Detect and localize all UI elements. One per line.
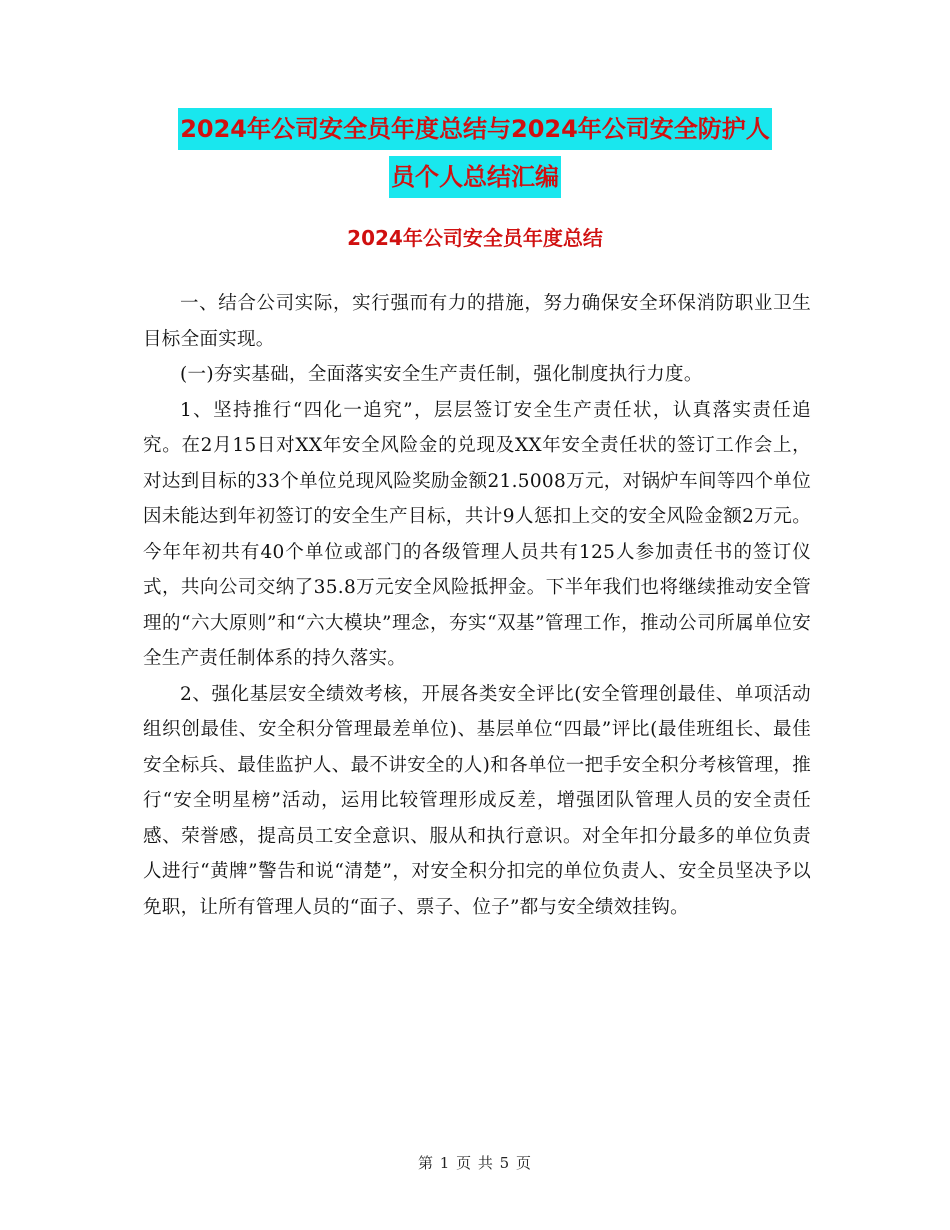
document-title: [0, 108, 950, 204]
page-number: 第 1 页 共 5 页: [418, 1154, 532, 1172]
paragraph: (一)夯实基础，全面落实安全生产责任制，强化制度执行力度。: [180, 364, 703, 385]
paragraph: 2、强化基层安全绩效考核，开展各类安全评比(安全管理创最佳、单项活动组织创最佳、安全积分管理最差单位)、基层单位“四最”评比(最佳班组长、最佳安全标兵、最佳监护人、最不讲安全的人)和各单位一把手安全积分考核管理，推行“安全明星榜”活动，运用比较管理形成反差，增强团队管理人员的安全责任感、荣誉感，提高员工安全意识、服从和执行意识。对全年扣分最多的单位负责人进行“黄牌”警告和说“清楚”，对安全积分扣完的单位负责人、安全员坚决予以免职，让所有管理人员的“面子、票子、位子”都与安全绩效挂钩。: [143, 683, 811, 918]
document-body: [143, 286, 811, 925]
paragraph: 一、结合公司实际，实行强而有力的措施，努力确保安全环保消防职业卫生目标全面实现。: [143, 293, 811, 350]
section-heading: 2024年公司安全员年度总结: [347, 226, 603, 250]
title-line-2: 员个人总结汇编: [389, 156, 561, 198]
title-line-1: 2024年公司安全员年度总结与2024年公司安全防护人: [178, 108, 772, 150]
paragraph: 1、坚持推行“四化一追究”，层层签订安全生产责任状，认真落实责任追究。在2月15日对XX年安全风险金的兑现及XX年安全责任状的签订工作会上，对达到目标的33个单位兑现风险奖励金额21.5008万元，对锅炉车间等四个单位因未能达到年初签订的安全生产目标，共计9人惩扣上交的安全风险金额2万元。今年年初共有40个单位或部门的各级管理人员共有125人参加责任书的签订仪式，共向公司交纳了35.8万元安全风险抵押金。下半年我们也将继续推动安全管理的“六大原则”和“六大模块”理念，夯实“双基”管理工作，推动公司所属单位安全生产责任制体系的持久落实。: [143, 399, 811, 669]
